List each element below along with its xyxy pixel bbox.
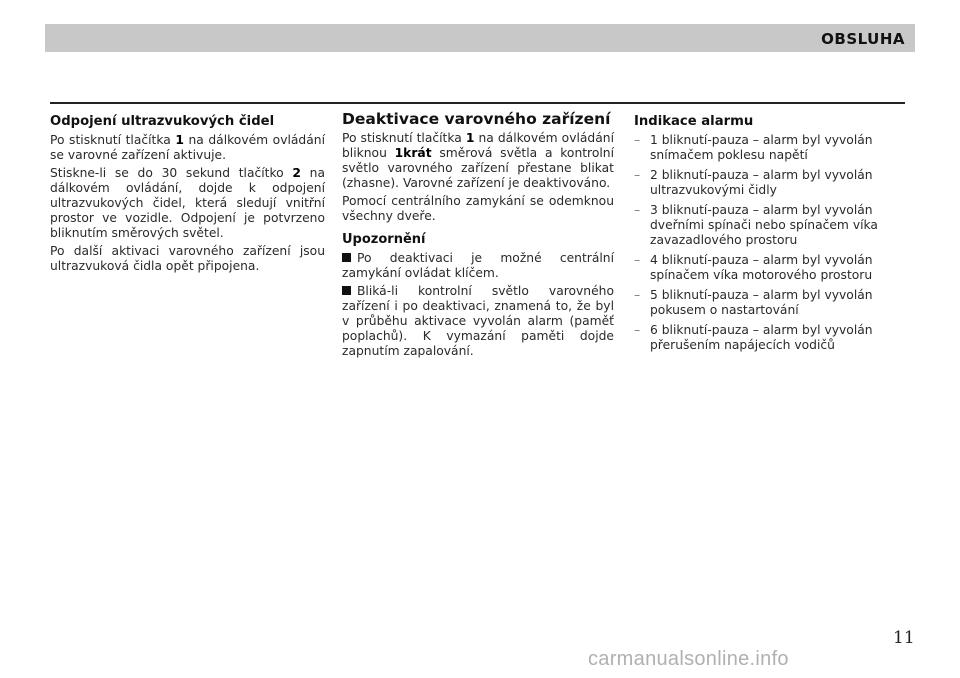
paragraph: Po stisknutí tlačítka 1 na dálkovém ovládání se varovné zařízení aktivuje.	[50, 133, 325, 162]
section-title: OBSLUHA	[821, 30, 905, 48]
square-bullet-icon	[342, 253, 351, 262]
header-bar	[45, 24, 915, 52]
column-1	[50, 112, 325, 277]
heading-note: Upozornění	[342, 232, 426, 247]
list-item: – 4 bliknutí-pauza – alarm byl vyvolán spínačem víka motorového prostoru	[634, 253, 873, 282]
list-item: – 2 bliknutí-pauza – alarm byl vyvolán ultrazvukovými čidly	[634, 168, 873, 197]
heading-ultrasonic-disconnect: Odpojení ultrazvukových čidel	[50, 114, 275, 129]
column-2	[342, 112, 614, 362]
watermark: carmanualsonline.info	[588, 648, 789, 670]
horizontal-rule	[50, 102, 905, 104]
heading-alarm-indication: Indikace alarmu	[634, 114, 754, 129]
list-item: – 3 bliknutí-pauza – alarm byl vyvolán dveřními spínači nebo spínačem víka zavazadlového prostoru	[634, 203, 878, 247]
paragraph: Pomocí centrálního zamykání se odemknou všechny dveře.	[342, 194, 614, 223]
column-3	[634, 112, 906, 358]
paragraph: Po stisknutí tlačítka 1 na dálkovém ovládání bliknou 1krát směrová světla a kontrolní světlo varovného zařízení přestane blikat (zhasne). Varovné zařízení je deaktivováno.	[342, 131, 614, 190]
note-item: Bliká-li kontrolní světlo varovného zařízení i po deaktivaci, znamená to, že byl v průběhu aktivace vyvolán alarm (paměť poplachů). K vymazání paměti dojde zapnutím zapalování.	[342, 284, 614, 358]
list-item: – 5 bliknutí-pauza – alarm byl vyvolán pokusem o nastartování	[634, 288, 873, 317]
paragraph: Po další aktivaci varovného zařízení jsou ultrazvuková čidla opět připojena.	[50, 244, 325, 273]
square-bullet-icon	[342, 286, 351, 295]
page-number: 11	[893, 628, 915, 648]
list-item: – 6 bliknutí-pauza – alarm byl vyvolán přerušením napájecích vodičů	[634, 323, 873, 352]
note-item: Po deaktivaci je možné centrální zamykání ovládat klíčem.	[342, 251, 614, 280]
paragraph: Stiskne-li se do 30 sekund tlačítko 2 na dálkovém ovládání, dojde k odpojení ultrazvukových čidel, která sledují vnitřní prostor ve vozidle. Odpojení je potvrzeno bliknutím směrových světel.	[50, 166, 325, 240]
heading-deactivation: Deaktivace varovného zařízení	[342, 110, 611, 128]
list-item: – 1 bliknutí-pauza – alarm byl vyvolán snímačem poklesu napětí	[634, 133, 873, 162]
